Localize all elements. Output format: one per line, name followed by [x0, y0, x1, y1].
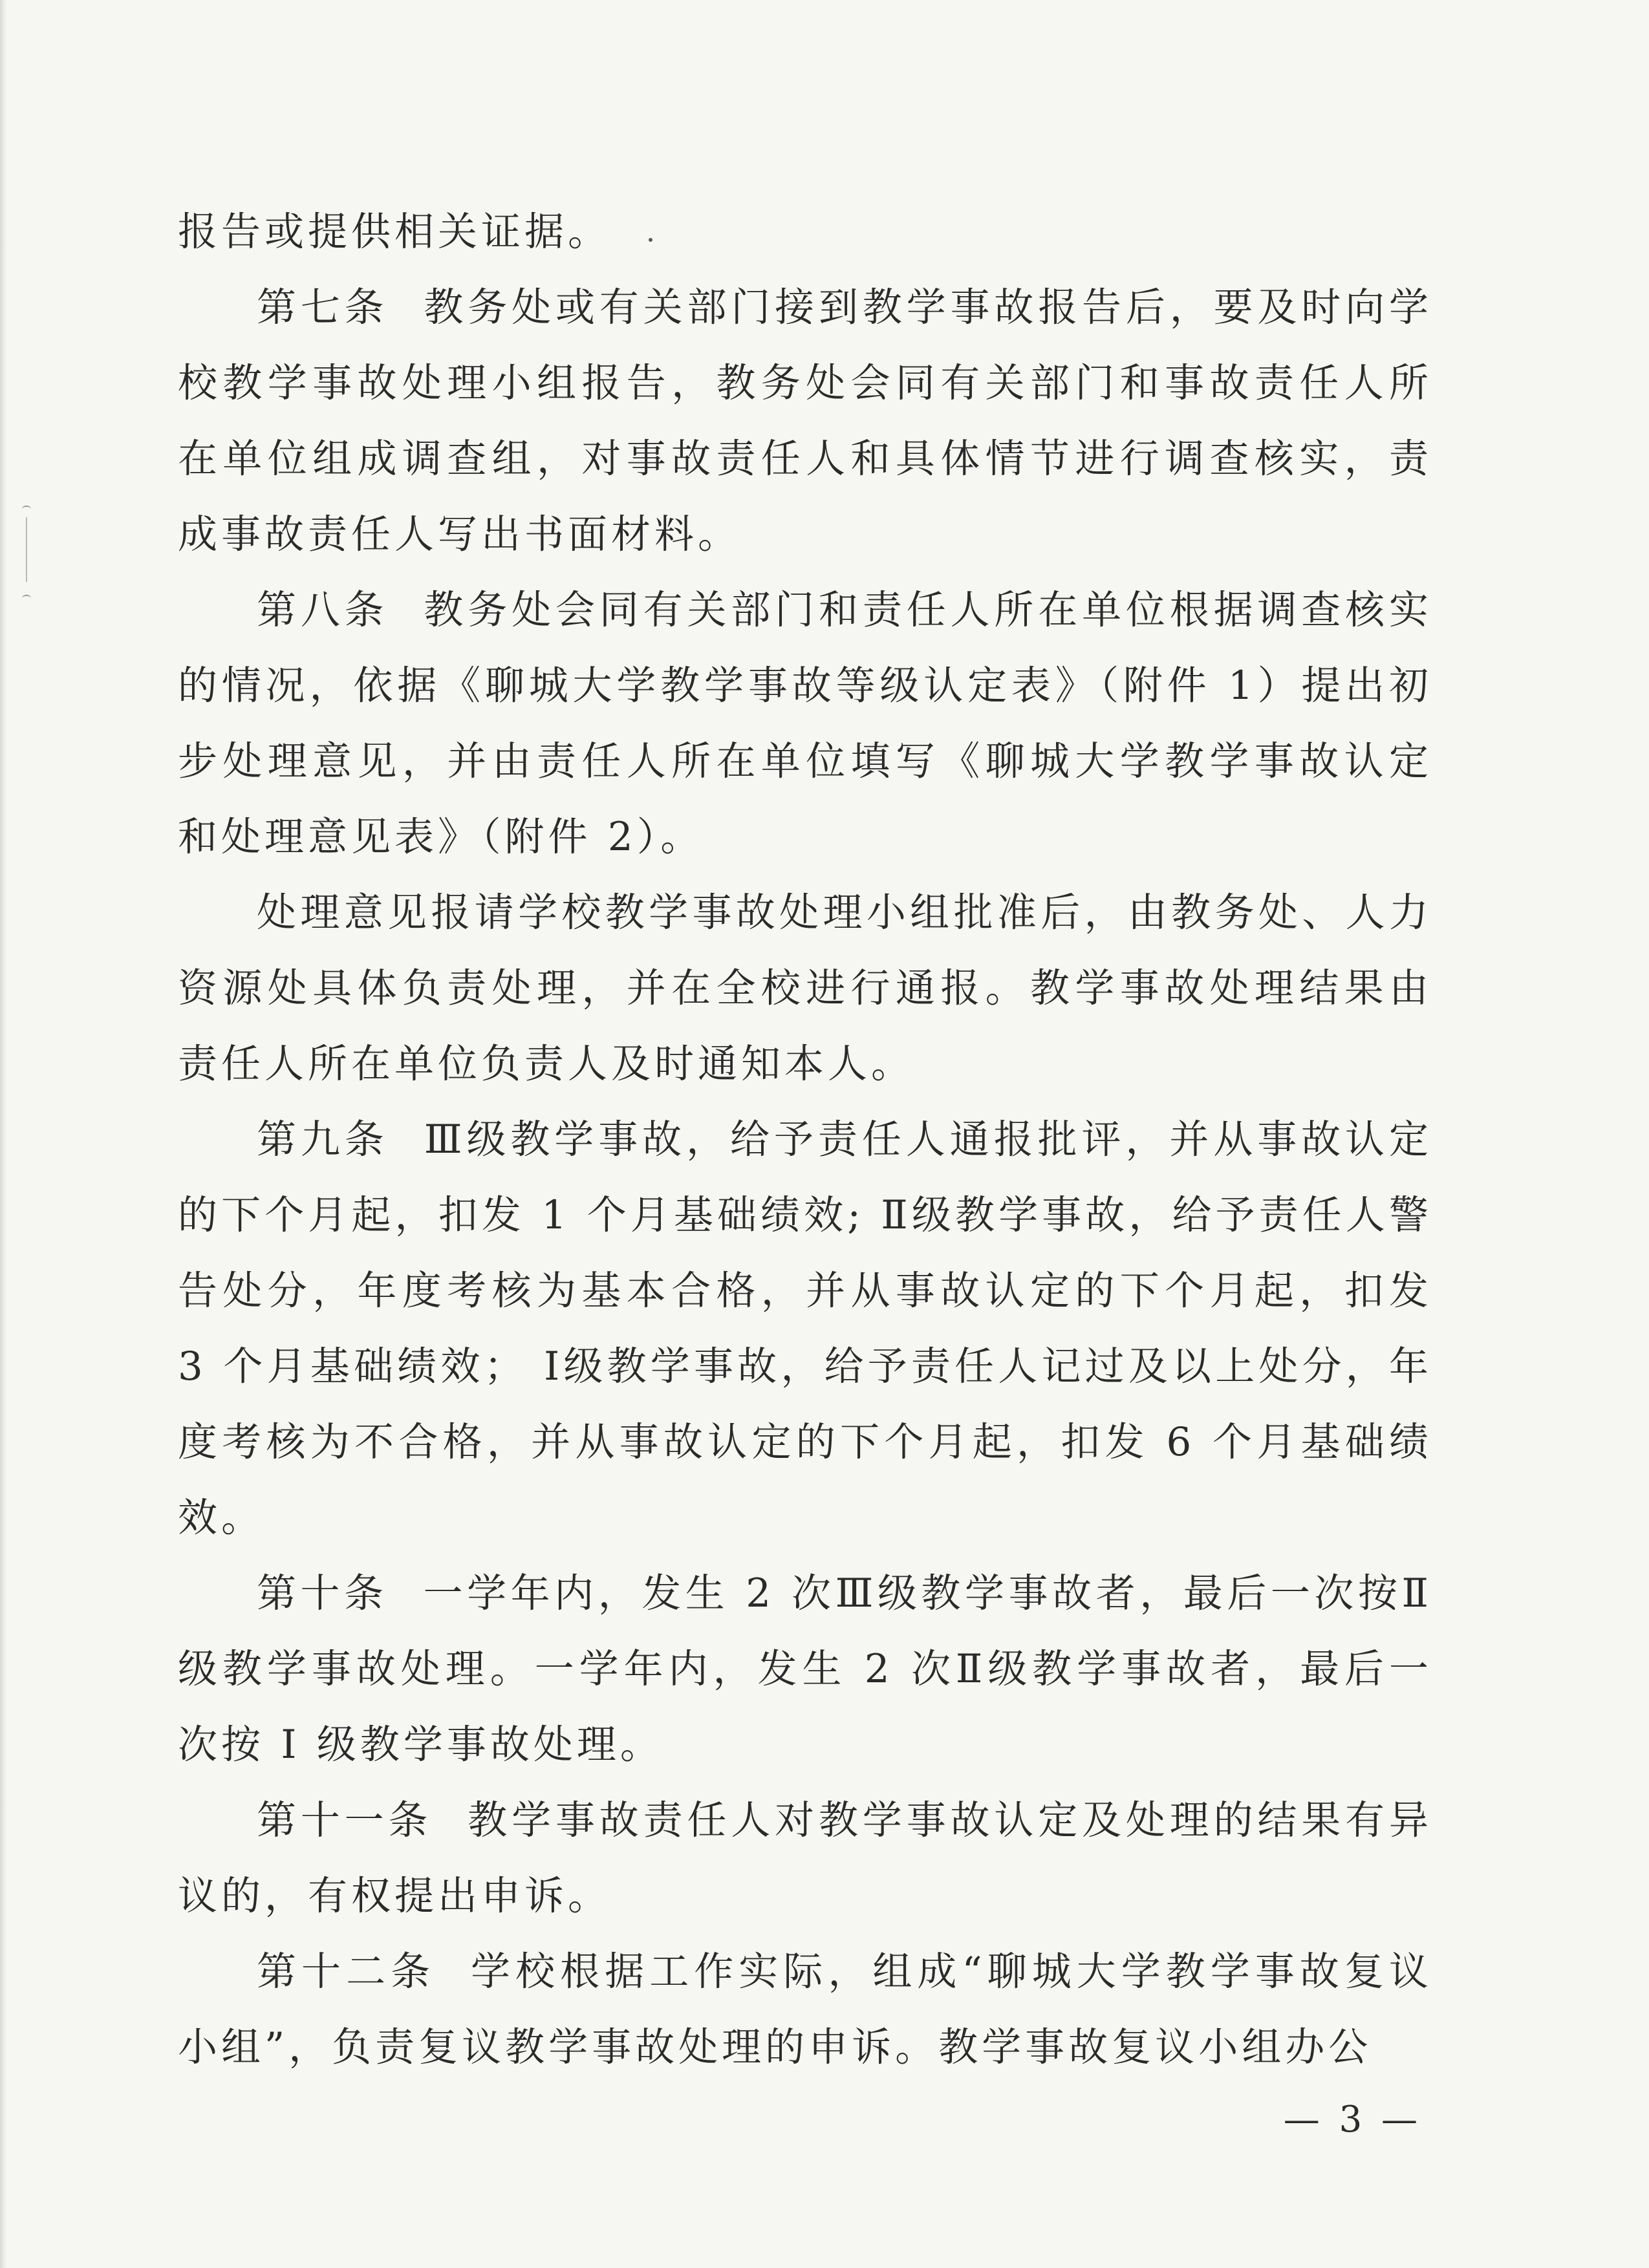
article-heading: 第七条 — [257, 284, 389, 330]
article-heading: 第十一条 — [257, 1797, 433, 1843]
paragraph-text: 处理意见报请学校教学事故处理小组批准后，由教务处、人力资源处具体负责处理，并在全校进行通报。教学事故处理结果由责任人所在单位负责人及时通知本人。 — [178, 890, 1432, 1087]
page-left-edge — [0, 0, 6, 2268]
paragraph-continuation — [178, 194, 1432, 270]
article-heading: 第八条 — [257, 587, 389, 633]
paragraph-text: Ⅲ级教学事故，给予责任人通报批评，并从事故认定的下个月起，扣发 1 个月基础绩效; Ⅱ级教学事故，给予责任人警告处分，年度考核为基本合格，并从事故认定的下个月起，扣发 3 个月基础绩效； Ⅰ级教学事故，给予责任人记过及以上处分，年度考核为不合格，并从事故认定的下个月起，扣发 6 个月基础绩效。 — [178, 1117, 1432, 1541]
paragraph-text: 报告或提供相关证据。 — [178, 209, 612, 255]
article-heading: 第十二条 — [257, 1949, 436, 1995]
article-9 — [178, 1102, 1432, 1556]
article-8-continued — [178, 875, 1432, 1102]
paragraph-text: 学校根据工作实际，组成“聊城大学教学事故复议小组”，负责复议教学事故处理的申诉。教学事故复议小组办公 — [178, 1949, 1432, 2070]
article-11 — [178, 1782, 1432, 1934]
article-heading: 第十条 — [257, 1570, 388, 1616]
paragraph-text: 教务处或有关部门接到教学事故报告后，要及时向学校教学事故处理小组报告，教务处会同有关部门和事故责任人所在单位组成调查组，对事故责任人和具体情节进行调查核实，责成事故责任人写出书面材料。 — [178, 284, 1432, 557]
paragraph-text: 一学年内，发生 2 次Ⅲ级教学事故者，最后一次按Ⅱ级教学事故处理。一学年内，发生 2 次Ⅱ级教学事故者，最后一次按 Ⅰ 级教学事故处理。 — [178, 1570, 1432, 1768]
article-7 — [178, 270, 1432, 572]
document-body — [178, 194, 1432, 2085]
paragraph-text: 教务处会同有关部门和责任人所在单位根据调查核实的情况，依据《聊城大学教学事故等级认定表》（附件 1）提出初步处理意见，并由责任人所在单位填写《聊城大学教学事故认定和处理意见表》（附件 2）。 — [178, 587, 1432, 860]
binding-mark — [22, 498, 32, 614]
page-number: — 3 — — [1283, 2099, 1421, 2141]
article-10 — [178, 1556, 1432, 1782]
article-8 — [178, 572, 1432, 875]
article-12 — [178, 1934, 1432, 2085]
article-heading: 第九条 — [257, 1117, 389, 1162]
paragraph-text: 教学事故责任人对教学事故认定及处理的结果有异议的，有权提出申诉。 — [178, 1797, 1432, 1919]
